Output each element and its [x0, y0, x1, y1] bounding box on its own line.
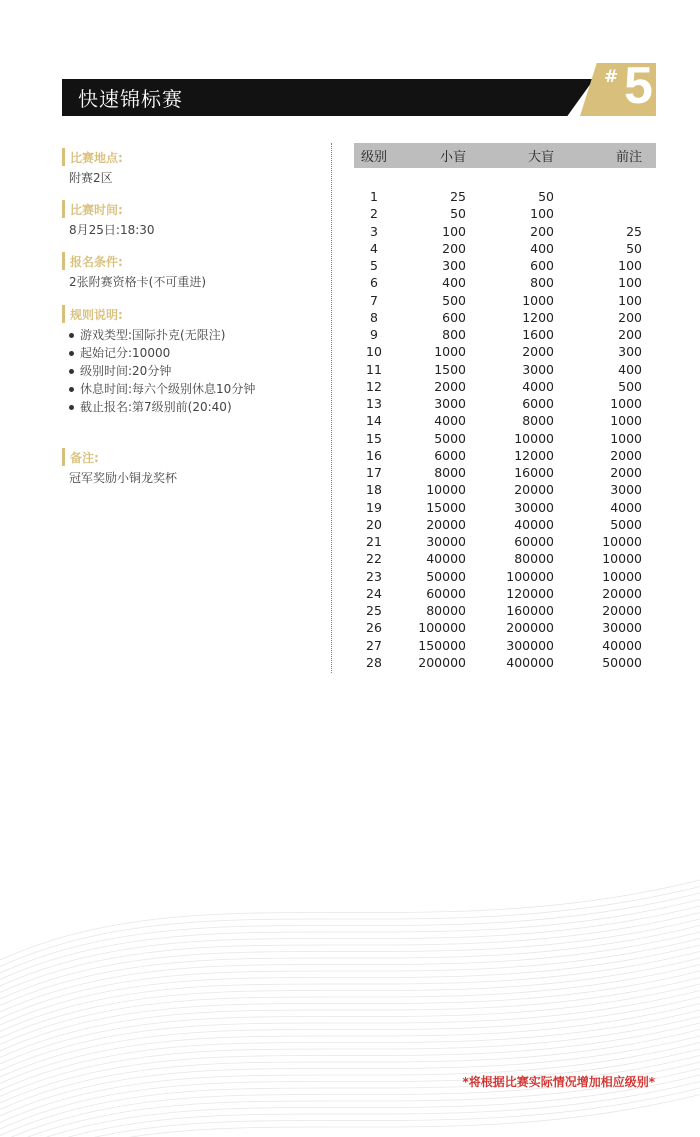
table-row: [354, 481, 656, 498]
table-row: [354, 292, 656, 309]
table-row: [354, 464, 656, 481]
cell-small-blind: 60000: [426, 585, 466, 601]
cell-big-blind: 1200: [522, 309, 554, 325]
cell-small-blind: 100000: [418, 620, 466, 636]
cell-small-blind: 20000: [426, 516, 466, 532]
cell-ante: 1000: [610, 430, 642, 446]
cell-small-blind: 6000: [434, 447, 466, 463]
cell-ante: 400: [618, 361, 642, 377]
cell-small-blind: 8000: [434, 465, 466, 481]
cell-level: 1: [370, 189, 378, 205]
cell-small-blind: 40000: [426, 551, 466, 567]
cell-level: 24: [366, 585, 382, 601]
cell-ante: 100: [618, 275, 642, 291]
cell-small-blind: 1000: [434, 344, 466, 360]
cell-big-blind: 3000: [522, 361, 554, 377]
cell-small-blind: 600: [442, 309, 466, 325]
rule-item: 起始记分:10000: [69, 344, 312, 362]
cell-big-blind: 2000: [522, 344, 554, 360]
cell-level: 27: [366, 637, 382, 653]
accent-bar: [62, 305, 65, 323]
cell-level: 7: [370, 292, 378, 308]
cell-level: 10: [366, 344, 382, 360]
cell-small-blind: 5000: [434, 430, 466, 446]
cell-ante: 40000: [602, 637, 642, 653]
cell-level: 28: [366, 654, 382, 670]
cell-big-blind: 200000: [506, 620, 554, 636]
table-row: [354, 585, 656, 602]
cell-big-blind: 200: [530, 223, 554, 239]
table-row: [354, 447, 656, 464]
cell-level: 5: [370, 258, 378, 274]
table-row: [354, 188, 656, 205]
cell-level: 21: [366, 534, 382, 550]
cell-big-blind: 10000: [514, 430, 554, 446]
venue-label: 比赛地点:: [70, 150, 123, 165]
table-row: [354, 619, 656, 636]
table-row: [354, 395, 656, 412]
cell-level: 2: [370, 206, 378, 222]
venue-value: 附赛2区: [69, 171, 113, 185]
table-row: [354, 516, 656, 533]
cell-level: 18: [366, 482, 382, 498]
cell-small-blind: 30000: [426, 534, 466, 550]
cell-level: 22: [366, 551, 382, 567]
table-row: [354, 412, 656, 429]
time-section: [62, 200, 312, 239]
cell-level: 19: [366, 499, 382, 515]
background-waves: [0, 860, 700, 1137]
cell-level: 13: [366, 396, 382, 412]
table-header: [354, 143, 656, 168]
table-row: [354, 240, 656, 257]
table-row: [354, 309, 656, 326]
cell-big-blind: 160000: [506, 603, 554, 619]
cell-big-blind: 50: [538, 189, 554, 205]
cell-small-blind: 80000: [426, 603, 466, 619]
table-row: [354, 602, 656, 619]
table-row: [354, 361, 656, 378]
header-big-blind: 大盲: [527, 150, 554, 165]
cell-level: 25: [366, 603, 382, 619]
table-row: [354, 343, 656, 360]
cell-ante: 200: [618, 309, 642, 325]
cell-small-blind: 3000: [434, 396, 466, 412]
cell-small-blind: 50000: [426, 568, 466, 584]
cell-big-blind: 40000: [514, 516, 554, 532]
cell-ante: 2000: [610, 465, 642, 481]
cell-big-blind: 30000: [514, 499, 554, 515]
table-row: [354, 637, 656, 654]
rules-label: 规则说明:: [70, 307, 123, 322]
cell-ante: 50000: [602, 654, 642, 670]
rule-item: 截止报名:第7级别前(20:40): [69, 398, 312, 416]
cell-small-blind: 1500: [434, 361, 466, 377]
blind-structure-table: [354, 143, 656, 671]
cell-level: 3: [370, 223, 378, 239]
cell-level: 12: [366, 378, 382, 394]
cell-ante: 10000: [602, 551, 642, 567]
cell-big-blind: 600: [530, 258, 554, 274]
cell-ante: 30000: [602, 620, 642, 636]
cell-big-blind: 120000: [506, 585, 554, 601]
bullet-icon: [69, 333, 74, 338]
cell-small-blind: 200000: [418, 654, 466, 670]
cell-small-blind: 150000: [418, 637, 466, 653]
bullet-icon: [69, 405, 74, 410]
rules-list: [62, 326, 312, 416]
table-row: [354, 568, 656, 585]
cell-big-blind: 100: [530, 206, 554, 222]
cell-big-blind: 300000: [506, 637, 554, 653]
page-title: 快速锦标赛: [78, 87, 183, 111]
cell-big-blind: 12000: [514, 447, 554, 463]
cell-small-blind: 200: [442, 240, 466, 256]
cell-small-blind: 400: [442, 275, 466, 291]
cell-level: 17: [366, 465, 382, 481]
cell-ante: 3000: [610, 482, 642, 498]
cell-level: 11: [366, 361, 382, 377]
table-body: [354, 188, 656, 671]
cell-small-blind: 2000: [434, 378, 466, 394]
cell-ante: 100: [618, 258, 642, 274]
cell-big-blind: 20000: [514, 482, 554, 498]
bullet-icon: [69, 387, 74, 392]
accent-bar: [62, 252, 65, 270]
cell-small-blind: 100: [442, 223, 466, 239]
cell-ante: 500: [618, 378, 642, 394]
rule-item: 级别时间:20分钟: [69, 362, 312, 380]
cell-small-blind: 50: [450, 206, 466, 222]
time-value: 8月25日:18:30: [69, 223, 155, 237]
cell-ante: 2000: [610, 447, 642, 463]
header-ante: 前注: [615, 150, 642, 165]
cell-big-blind: 8000: [522, 413, 554, 429]
cell-small-blind: 25: [450, 189, 466, 205]
notes-label: 备注:: [70, 450, 99, 465]
cell-big-blind: 100000: [506, 568, 554, 584]
table-row: [354, 430, 656, 447]
table-row: [354, 550, 656, 567]
cell-ante: 1000: [610, 413, 642, 429]
rule-item: 休息时间:每六个级别休息10分钟: [69, 380, 312, 398]
cell-level: 20: [366, 516, 382, 532]
cell-big-blind: 80000: [514, 551, 554, 567]
accent-bar: [62, 448, 65, 466]
cell-ante: 5000: [610, 516, 642, 532]
cell-level: 6: [370, 275, 378, 291]
cell-big-blind: 1000: [522, 292, 554, 308]
table-row: [354, 533, 656, 550]
cell-ante: 200: [618, 327, 642, 343]
cell-big-blind: 4000: [522, 378, 554, 394]
header-level: 级别: [361, 150, 388, 165]
cell-level: 16: [366, 447, 382, 463]
cell-small-blind: 10000: [426, 482, 466, 498]
badge-number: 5: [624, 57, 653, 115]
table-row: [354, 654, 656, 671]
table-row: [354, 378, 656, 395]
cell-small-blind: 500: [442, 292, 466, 308]
cell-big-blind: 60000: [514, 534, 554, 550]
table-row: [354, 499, 656, 516]
cell-ante: 20000: [602, 585, 642, 601]
cell-ante: 20000: [602, 603, 642, 619]
cell-big-blind: 1600: [522, 327, 554, 343]
cell-ante: 50: [626, 240, 642, 256]
header-small-blind: 小盲: [439, 150, 466, 165]
cell-ante: 100: [618, 292, 642, 308]
cell-ante: 10000: [602, 534, 642, 550]
table-row: [354, 223, 656, 240]
cell-level: 9: [370, 327, 378, 343]
time-label: 比赛时间:: [70, 202, 123, 217]
table-row: [354, 257, 656, 274]
dotted-divider: [331, 143, 332, 673]
accent-bar: [62, 200, 65, 218]
cell-level: 8: [370, 309, 378, 325]
cell-small-blind: 800: [442, 327, 466, 343]
cell-small-blind: 15000: [426, 499, 466, 515]
notes-section: [62, 448, 312, 487]
cell-big-blind: 400: [530, 240, 554, 256]
bullet-icon: [69, 351, 74, 356]
cell-big-blind: 800: [530, 275, 554, 291]
cell-big-blind: 400000: [506, 654, 554, 670]
rule-item: 游戏类型:国际扑克(无限注): [69, 326, 312, 344]
footnote: *将根据比赛实际情况增加相应级别*: [462, 1075, 655, 1089]
entry-value: 2张附赛资格卡(不可重进): [69, 275, 206, 289]
table-row: [354, 274, 656, 291]
entry-section: [62, 252, 312, 291]
cell-big-blind: 6000: [522, 396, 554, 412]
table-row: [354, 205, 656, 222]
accent-bar: [62, 148, 65, 166]
bullet-icon: [69, 369, 74, 374]
cell-ante: 4000: [610, 499, 642, 515]
cell-ante: 25: [626, 223, 642, 239]
cell-level: 4: [370, 240, 378, 256]
venue-section: [62, 148, 312, 187]
cell-small-blind: 4000: [434, 413, 466, 429]
cell-ante: 10000: [602, 568, 642, 584]
cell-level: 23: [366, 568, 382, 584]
table-row: [354, 326, 656, 343]
badge-hash: #: [604, 67, 619, 87]
rules-section: [62, 305, 312, 416]
cell-big-blind: 16000: [514, 465, 554, 481]
cell-level: 14: [366, 413, 382, 429]
cell-level: 15: [366, 430, 382, 446]
cell-ante: 1000: [610, 396, 642, 412]
notes-value: 冠军奖励小铜龙奖杯: [69, 471, 178, 485]
cell-ante: 300: [618, 344, 642, 360]
cell-small-blind: 300: [442, 258, 466, 274]
cell-level: 26: [366, 620, 382, 636]
entry-label: 报名条件:: [70, 254, 123, 269]
